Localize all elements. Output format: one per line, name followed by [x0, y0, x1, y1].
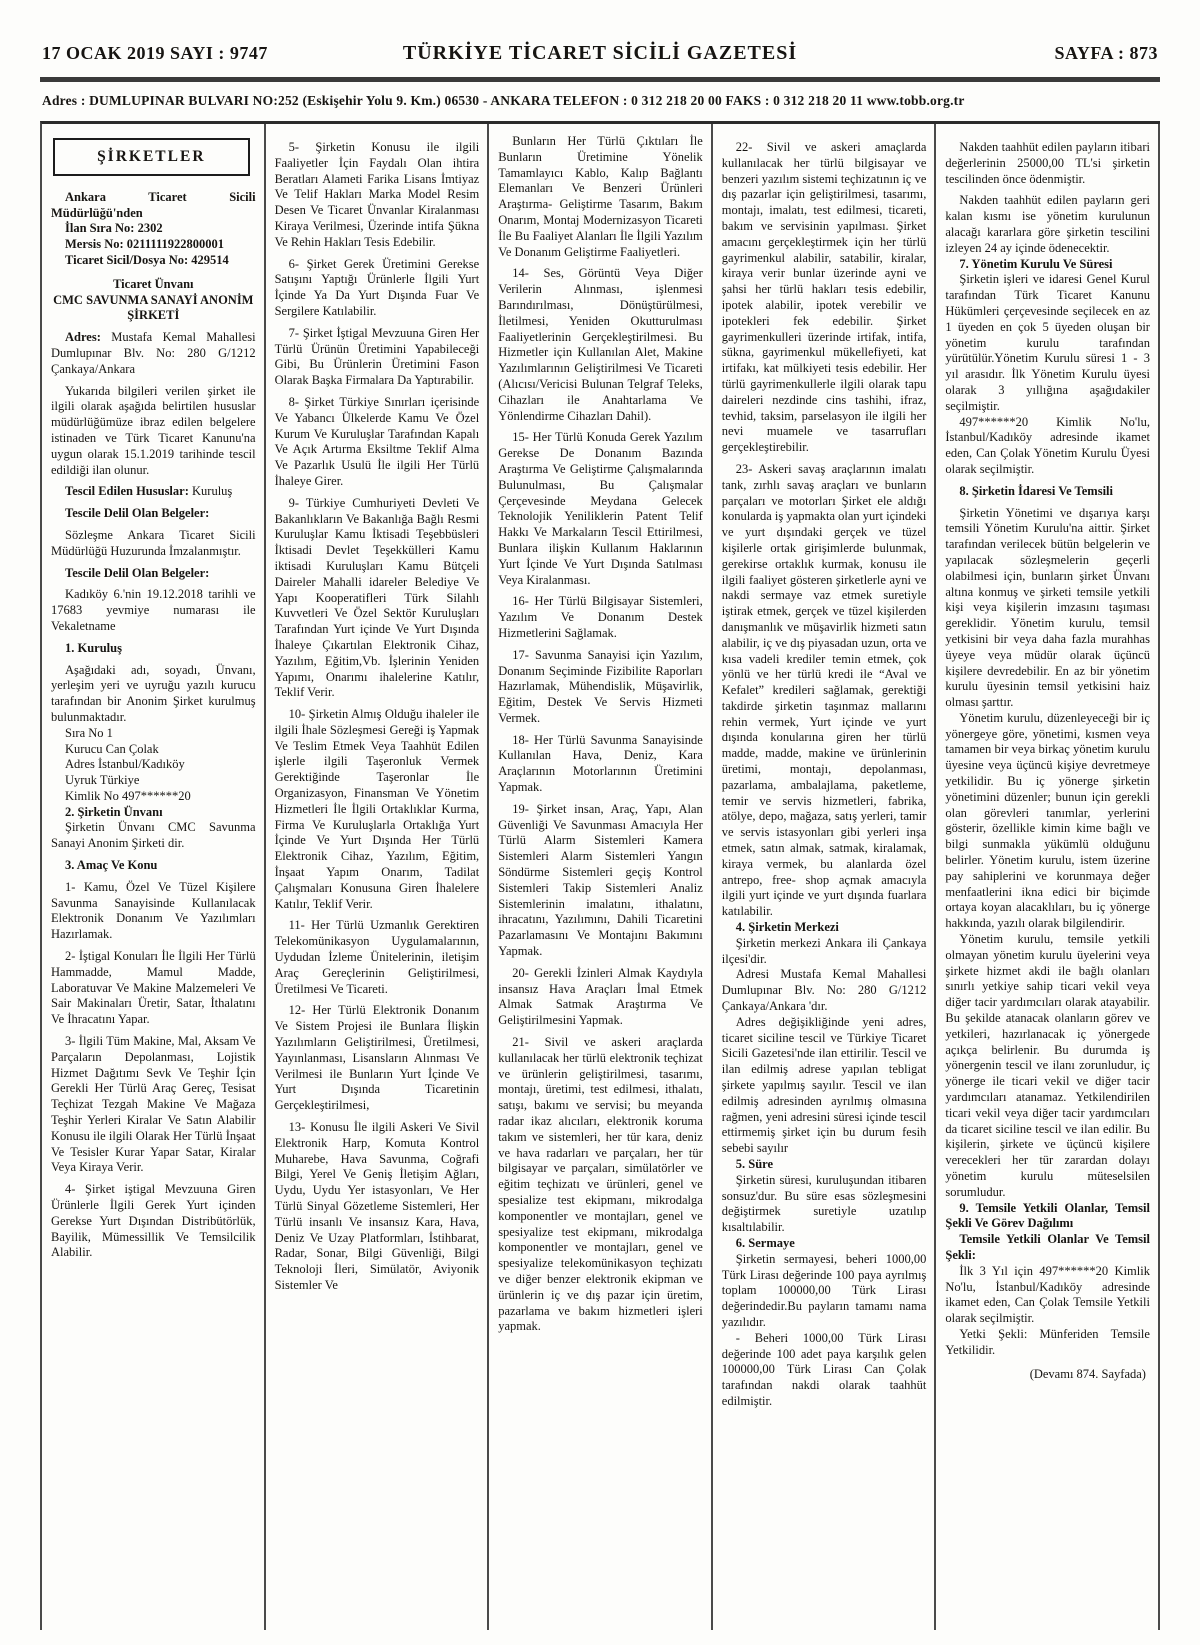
column-5 — [936, 124, 1160, 1630]
article-heading: Mersis No: 0211111922800001 — [65, 237, 225, 252]
article-paragraph: İlk 3 Yıl için 497******20 Kimlik No'lu, İstanbul/Kadıköy adresinde ikamet eden, Can Çolak Temsile Yetkili olarak seçilmiştir. — [945, 1263, 1150, 1326]
article-columns — [40, 121, 1160, 1630]
article-paragraph: 8- Şirket Türkiye Sınırları içerisinde Ve Yabancı Ülkelerde Kamu Ve Özel Kurum Ve Kuruluşlar Tarafından Kapalı Ve Açık Artırma Eksiltme Teklif Alma Ve Pazarlık Usulü İle ilgili Her Türlü İhaleye Girer. — [274, 394, 480, 488]
article-paragraph: Sözleşme Ankara Ticaret Sicili Müdürlüğü Huzurunda İmzalanmıştır. — [51, 527, 256, 558]
article-heading: 5. Süre — [735, 1157, 774, 1171]
article-paragraph: 17- Savunma Sanayisi için Yazılım, Donanım Seçiminde Fizibilite Raporları Hazırlamak, Mühendislik, Müşavirlik, Eğitim, Destek Ve Servis Hizmeti Vermek. — [498, 647, 703, 725]
article-heading: 7. Yönetim Kurulu Ve Süresi — [959, 256, 1113, 271]
article-paragraph: Şirketin sermayesi, beheri 1000,00 Türk Lirası değerinde 100 paya ayrılmış toplam 100000,00 Türk Lirası değerindedir.Bu payların tamamı nama yazılıdır. — [721, 1251, 927, 1329]
article-heading: Ankara Ticaret Sicili Müdürlüğü'nden — [51, 189, 256, 220]
gazette-title: TÜRKİYE TİCARET SİCİLİ GAZETESİ — [402, 42, 798, 64]
article-paragraph: 497******20 Kimlik No'lu, İstanbul/Kadıköy adresinde ikamet eden, Can Çolak Yönetim Kurulu Üyesi olarak seçilmiştir. — [945, 414, 1150, 476]
article-paragraph: Adres: Mustafa Kemal Mahallesi Dumlupınar Blv. No: 280 G/1212 Çankaya/Ankara — [51, 330, 256, 376]
article-paragraph: 10- Şirketin Almış Olduğu ihaleler ile ilgili İhale Sözleşmesi Gereği iş Yapmak Ve Teslim Etmek Veya Taahhüt Edilen işlerle ilgili Taşeronluk Vermek Gerektiğinde Taşeronlar İle Organizasyon, Finansman Ve Yönetim Hizmetleri İle İlgili Ortaklıklar Kurma, Firma Ve Kuruluşlarla Ortaklığa Yurt İçinde Ve Yurt Dışında Her Türlü Elektronik Cihaz, Yazılım, Eğitim, İnşaat Yapım Onarım, Tadilat Çalışmaları Konusuna Giren İhalelere Katılır, Teklif Verir. — [274, 707, 480, 911]
article-heading: İlan Sıra No: 2302 — [65, 221, 163, 236]
article-heading: 6. Sermaye — [735, 1235, 795, 1250]
article-heading: Ticaret Ünvanı — [113, 276, 194, 291]
article-paragraph: Yukarıda bilgileri verilen şirket ile ilgili olarak aşağıda belirtilen hususlar müdürlüğümüze ibraz edilen belgelere istinaden ve Türk Ticaret Kanunu'na uygun olarak 15.1.2019 tarihinde tescil edildiği ilan olunur. — [51, 383, 256, 477]
article-heading: Ticaret Sicil/Dosya No: 429514 — [65, 252, 229, 267]
article-paragraph: 20- Gerekli İzinleri Almak Kaydıyla insansız Hava Araçları İmal Etmek Almak Satmak Araştırma Ve Geliştirilmesini Yapmak. — [498, 965, 703, 1028]
article-paragraph: Şirketin Ünvanı CMC Savunma Sanayi Anonim Şirketi dir. — [51, 820, 256, 851]
article-heading: Temsile Yetkili Olanlar Ve Temsil Şekli: — [945, 1232, 1150, 1262]
article-paragraph: Şirketin merkezi Ankara ili Çankaya ilçesi'dir. — [721, 935, 927, 966]
article-heading: CMC SAVUNMA SANAYİ ANONİM ŞİRKETİ — [53, 292, 254, 323]
article-paragraph: Yönetim kurulu, düzenleyeceği bir iç yönergeye göre, yönetimi, kısmen veya tamamen bir veya birkaç yönetim kurulu üyesine veya üçüncü kişiye devretmeye yetkilidir. Bu iç yönerge şirketin yönetimini düzenler; bunun için gerekli olan görevleri tanımlar, yerlerini gösterir, özellikle kimin kime bağlı ve bilgi sunmakla yükümlü olduğunu belirler. Yönetim kurulu, istem üzerine pay sahiplerini ve korunmaya değer menfaatlerini ikna edici bir biçimde ortaya koyan alacaklıları, bu iç yönerge hakkında, yazılı olarak bilgilendirir. — [945, 710, 1150, 931]
column-3 — [489, 124, 713, 1630]
article-paragraph: 2- İştigal Konuları İle İlgili Her Türlü Hammadde, Mamul Madde, Laboratuvar Ve Makine Malzemeleri Ve Sair Makinaları Üretir, Satar, İthalatını Ve İhracatını Yapar. — [51, 949, 256, 1027]
article-heading: 4. Şirketin Merkezi — [735, 920, 839, 935]
article-paragraph: 12- Her Türlü Elektronik Donanım Ve Sistem Projesi ile Bunlara İlişkin Yazılımların Geliştirilmesi, Üretilmesi, Yayınlanması, Lisansların Alınması Ve Verilmesi ile Bunların Yurt İçinde Ve Yurt Dışında Ticaretinin Gerçekleştirilmesi, — [274, 1003, 480, 1113]
article-paragraph: 5- Şirketin Konusu ile ilgili Faaliyetler İçin Faydalı Olan ihtira Beratları Alameti Farika Lisans İmtiyaz Ve Telif Hakları Marka Model Resim Desen Ve Ticaret Ünvanlar Kiralanması Kiraya Verilmesi, Üzerinde intifa Şükna Ve Rehin Hakları Tesis Edebilir. — [274, 140, 480, 249]
article-paragraph: Kurucu Can Çolak — [65, 741, 159, 756]
section-header-box: ŞİRKETLER — [53, 138, 250, 176]
article-heading: 3. Amaç Ve Konu — [65, 858, 158, 873]
article-paragraph: Şirketin süresi, kuruluşundan itibaren sonsuz'dur. Bu süre esas sözleşmesini değiştirmek suretiyle uzatılıp kısaltılabilir. — [721, 1172, 927, 1235]
article-paragraph: - Beheri 1000,00 Türk Lirası değerinde 100 adet paya karşılık gelen 100000,00 Türk Lirası Can Çolak tarafından nakdi olarak taahhüt edilmiştir. — [721, 1330, 927, 1408]
article-paragraph: Uyruk Türkiye — [65, 773, 140, 788]
article-paragraph: 11- Her Türlü Uzmanlık Gerektiren Telekomünikasyon Uygulamalarının, Uydudan İzleme Ünitelerinin, iletişim Araç Gereçlerinin Geliştirilmesi, Üretilmesi Ve Ticareti. — [274, 918, 480, 996]
article-heading: Tescile Delil Olan Belgeler: — [65, 506, 210, 521]
article-paragraph: Nakden taahhüt edilen payların geri kalan kısmı ise yönetim kurulunun alacağı kararlara göre şirketin tescilini izleyen 24 ay içinde ödenecektir. — [945, 193, 1150, 255]
article-paragraph: 19- Şirket insan, Araç, Yapı, Alan Güvenliği Ve Savunması Amacıyla Her Türlü Alarm Sistemleri Kamera Sistemleri Alarm Sistemleri Yangın Söndürme Sistemleri geçiş Kontrol Sistemleri Takip Sistemleri Analiz Sistemlerinin imalatını, ithalatını, ihracatını, Yazılımını, Dahili Ticaretini Pazarlamasını Ve Montajını Bakımını Yapmak. — [498, 801, 703, 959]
column-2 — [266, 124, 490, 1630]
article-paragraph: Şirketin işleri ve idaresi Genel Kurul tarafından Türk Ticaret Kanunu Hükümleri çerçevesinde seçilecek en az 1 üyeden en çok 5 üyeden oluşan bir yönetim kurulu tarafından yürütülür.Yönetim Kurulu süresi 1 - 3 yıl arasıdır. İlk Yönetim Kurulu üyesi olarak 3 yıllığına aşağıdakiler seçilmiştir. — [945, 272, 1150, 413]
article-paragraph: Kimlik No 497******20 — [65, 788, 191, 803]
article-paragraph: Aşağıdaki adı, soyadı, Ünvanı, yerleşim yeri ve uyruğu yazılı kurucu tarafından bir Anonim Şirket kurulmuş bulunmaktadır. — [51, 662, 256, 724]
masthead-divider — [40, 77, 1160, 82]
article-paragraph: 14- Ses, Görüntü Veya Diğer Verilerin Alınması, işlenmesi Barındırılması, Dönüştürülmesi, İletilmesi, Yeniden Okutturulması Faaliyetlerinin Gerçekleştirilmesi. Bu Hizmetler için Kullanılan Alet, Makine Yazılımlarının Geliştirilmesi Ve Ticareti (Alıcısı/Vericisi Bulunan Telgraf Teleks, Cihazları ile Anahtarlama Ve Yönlendirme Cihazları Dahil). — [498, 266, 703, 423]
article-paragraph: Yönetim kurulu, temsile yetkili olmayan yönetim kurulu üyelerini veya şirkete hizmet akdi ile bağlı olanları sınırlı yetkiye sahip ticari vekil veya diğer tacir yardımcıları olarak atayabilir. Bu şekilde atanacak olanların görev ve yetkileri, hazırlanacak iç yönergede açıkça belirlenir. Bu durumda iş yönergenin tescil ve ilanı zorunludur, iç yönerge ile ticari vekil ve diğer tacir yardımcıları atanamaz. Yetkilendirilen ticari vekil veya diğer tacir yardımcıları da ticaret siciline tescil ve ilan edilir. Bu kişilerin, şirkete ve üçüncü kişilere verecekleri her tür zarardan dolayı yönetim kurulu müteselsilen sorumludur. — [945, 932, 1150, 1199]
article-paragraph: Yetki Şekli: Münferiden Temsile Yetkilidir. — [945, 1326, 1150, 1357]
article-paragraph: Bunların Her Türlü Çıktıları İle Bunların Üretimine Yönelik Tamamlayıcı Kablo, Kalıp Bağlantı Elemanları Ve Benzeri Ürünleri Araştırma- Geliştirme Tasarım, Bakım Onarım, Montaj Modernizasyon Ticareti İle Bu Faaliyet Alanları İle İlgili Yazılım Ve Donanım Geliştirme Faaliyetleri. — [498, 134, 703, 259]
article-paragraph: Şirketin Yönetimi ve dışarıya karşı temsili Yönetim Kurulu'na aittir. Şirket tarafından verilecek bütün belgelerin ve yapılacak sözleşmelerin geçerli olabilmesi için, bunların şirket Ünvanı altına konmuş ve şirketi temsile yetkili kişi veya kişilerin imzasını taşıması gereklidir. Yönetim kurulu, temsil yetkisini bir veya daha fazla murahhas üyeye veya müdür olarak üçüncü kişilere devredebilir. En az bir yönetim kurulu üyesinin temsil yetkisini haiz olması şarttır. — [945, 505, 1150, 710]
article-paragraph: 13- Konusu İle ilgili Askeri Ve Sivil Elektronik Harp, Komuta Kontrol Muharebe, Hava Savunma, Coğrafi Bilgi, Yerel Ve Geniş İletişim Ağları, Uydu, Uydu Yer istasyonları, Ve Her Türlü Sinyal Gözetleme Sistemleri, Her Türlü insanlı Ve insansız Kara, Hava, Deniz Ve Uzay Platformları, İstihbarat, Radar, Sonar, Bilgi Güvenliği, Bilgi Teknoloji İleri, Simülatör, Aviyonik Sistemler Ve — [274, 1120, 480, 1292]
article-paragraph: 23- Askeri savaş araçlarının imalatı tank, zırhlı savaş araçları ve bunların parçaları ve motorları Şirket ele aldığı konularda iş yapmakta olan yurt içindeki ve yurt dışındaki gerçek ve tüzel kişilerle ortak girişimlerde bulunmak, gerekirse ortaklık kurmak, konusu ile ilgili faaliyet gösteren şirketlerle ayni ve nakdi sermaye vaz etmek suretiyle iştirak etmek, gerçek ve tüzel kişilerden danışmanlık ve müşavirlik hizmeti satın alabilir, iç ve dış piyasadan uzun, orta ve kısa vadeli krediler temin etmek, çok yönlü ve her türlü kredi ile “Aval ve Kefalet” kredileri sağlamak, gerektiği takdirde şirketin taşınmaz mallarını rehin vermek, Yurt içinde ve yurt dışında konularına giren her türlü madde, madde, makine ve ürünlerinin üretimi, montajı, depolanması, pazarlama, ambalajlama, paketleme, temir ve servis hizmetleri, fabrika, atölye, depo, mağaza, satış yerleri, tamir ve servis istasyonları gibi yerleri inşa etmek, satın almak, satmak, kiralamak, kiraya vermek, bu alanlarda özel antrepo, free- shop açmak amacıyla ilgili yurt içinde ve yurt dışında fuarlara katılabilir. — [721, 461, 927, 919]
article-paragraph: Kadıköy 6.'nin 19.12.2018 tarihli ve 17683 yevmiye numarası ile Vekaletname — [51, 587, 256, 633]
article-heading: 2. Şirketin Ünvanı — [65, 804, 163, 819]
article-paragraph: 9- Türkiye Cumhuriyeti Devleti Ve Bakanlıkların Ve Bakanlığa Bağlı Resmi Kuruluşlar Kamu İktisadi Teşebbüsleri İktisadi Devlet Teşekkülleri Kamu iktisadi Kuruluşları Kamu Bütçeli Daireler Mahalli idareler Belediye Ve Yapı Kooperatifleri Türk Silahlı Kuvvetleri Ve Özel Sektör Kuruluşları Tarafından Yurt içinde Ve Yurt Dışında İhaleye Çıkartılan Elektronik Cihaz, Yazılım, Eğitim,Vb. İşlerinin Yeniden Yapımı, Onarımı ihalelerine Katılır, Teklif Verir. — [274, 495, 480, 700]
article-heading: 1. Kuruluş — [65, 640, 122, 655]
article-paragraph: Adres İstanbul/Kadıköy — [65, 757, 185, 772]
paragraph-lead-label: Adres: — [65, 330, 101, 345]
article-heading: Tescile Delil Olan Belgeler: — [65, 565, 210, 580]
article-paragraph: 22- Sivil ve askeri amaçlarda kullanılacak her türlü bilgisayar ve benzeri yazılım sistemi teçhizatının iç ve dış pazarlar için geliştirilmesi, tasarımı, montajı, imalatı, test edilmesi, ticareti, bakım ve servisinin yapılması. Şirket amacını gerçekleştirmek için her türlü gayrimenkul alabilir, satabilir, kiralar, kiraya verir bunlar üzerinde ayni ve şahsi her türlü hakları tesis edebilir, ipotek alabilir, ipotek verebilir ve ipotekleri fek edebilir. Şirket gayrimenkulleri üzerinde irtifak, intifa, sükna, gayrimenkul mükellefiyeti, kat irtifakı, kat mülkiyeti tesis edebilir. Her türlü gayrimenkullerle ilgili olarak tapu daireleri nezdinde cins tashihi, ifraz, tevhid, taksim, parselasyon ile ilgili her nevi muamele ve tasarrufları gerçekleştirebilir. — [721, 140, 927, 455]
article-paragraph: 16- Her Türlü Bilgisayar Sistemleri, Yazılım Ve Donanım Destek Hizmetlerini Sağlamak. — [498, 594, 703, 640]
article-paragraph: Adres değişikliğinde yeni adres, ticaret siciline tescil ve Türkiye Ticaret Sicili Gazetesi'nde ilan ettirilir. Tescil ve ilan edilmiş adrese yapılan tebligat şirkete yapılmış sayılır. Tescil ve ilan edilmiş adresinden ayrılmış olmasına rağmen, yeni adresini süresi içinde tescil ettirmemiş şirket için bu durum fesih sebebi sayılır — [721, 1014, 927, 1156]
article-paragraph: 15- Her Türlü Konuda Gerek Yazılım Gerekse De Donanım Bazında Araştırma Ve Geliştirme Çalışmalarında Bulunulması, Bu Çalışmalar Çerçevesinde Meydana Gelecek Teknolojik Yeniliklerin Patent Telif Hakkı Ve Markaların Tescil Ettirilmesi, Bunlara ilişkin Kullanım Haklarının Yurt İçinde Ve Yurt Dışında Satılması Veya Kiralanması. — [498, 430, 703, 587]
article-heading: 8. Şirketin İdaresi Ve Temsili — [959, 483, 1113, 498]
publisher-address-line: Adres : DUMLUPINAR BULVARI NO:252 (Eskişehir Yolu 9. Km.) 06530 - ANKARA TELEFON : 0 312 218 20 00 FAKS : 0 312 218 20 11 www.tobb.org.tr — [42, 93, 965, 108]
article-paragraph: 21- Sivil ve askeri araçlarda kullanılacak her türlü elektronik teçhizat ve ürünlerin geliştirilmesi, tasarımı, montajı, üretimi, test edilmesi, ithalatı, satışı, bakımı ve servisi; bu meyanda radar ikaz alıcıları, elektronik koruma takım ve sistemleri, her tür kara, deniz ve hava radarları ve parçaları, her tür bilgisayar ve parçaları, simülatörler ve eğitim teçhizatı ve ürünleri, genel ve spesialize test ekipmanı, mikrodalga komponentler ve montajları, genel ve spesiyalize test ekipmanı, mikrodalga komponentler ve montajları, genel ve spesiyalize telekomünikasyon teçhizatı ve diğer benzer elektronik ekipman ve ürünlerin iç ve dış pazar için üretim, pazarlama ve bakım hizmetleri işleri yapmak. — [498, 1035, 703, 1334]
article-paragraph: 1- Kamu, Özel Ve Tüzel Kişilere Savunma Sanayisinde Kullanılacak Elektronik Donanım Ve Yazılımları Hazırlamak. — [51, 879, 256, 942]
paragraph-lead-label: Tescil Edilen Hususlar: — [65, 484, 189, 499]
article-paragraph: Adresi Mustafa Kemal Mahallesi Dumlupınar Blv. No: 280 G/1212 Çankaya/Ankara 'dır. — [721, 967, 927, 1014]
article-paragraph: 18- Her Türlü Savunma Sanayisinde Kullanılan Hava, Deniz, Kara Araçlarının Motorlarının Üretimini Yapmak. — [498, 732, 703, 795]
article-heading: 9. Temsile Yetkili Olanlar, Temsil Şekli Ve Görev Dağılımı — [945, 1200, 1150, 1231]
column-1 — [42, 124, 266, 1630]
page-number: SAYFA : 873 — [1054, 43, 1158, 63]
article-paragraph: Nakden taahhüt edilen payların itibari değerlerinin 25000,00 TL'si şirketin tescilinden önce ödenmiştir. — [945, 140, 1150, 186]
issue-date-number: 17 OCAK 2019 SAYI : 9747 — [42, 43, 268, 63]
article-paragraph: 3- İlgili Tüm Makine, Mal, Aksam Ve Parçaların Depolanması, Lojistik Hizmet Dağıtımı Sevk Ve Teşhir İçin Gerekli Her Türlü Araç Gereç, Tesisat Teçhizat Tezgah Makine Ve Mağaza Teşhir Yerleri Kiralar Ve Satın Alabilir Konusu ile ilgili Olarak Her Türlü İnşaat Ve Tesisler Kurar Yapar Satar, Kiralar Veya Kiraya Verir. — [51, 1034, 256, 1175]
masthead — [0, 0, 1200, 65]
article-paragraph: 6- Şirket Gerek Üretimini Gerekse Satışını Yaptığı Ürünlerle İlgili Yurt İçinde Ya Da Yurt Dışında Fuar Ve Sergilere Katılabilir. — [274, 256, 480, 318]
article-paragraph: 7- Şirket İştigal Mevzuuna Giren Her Türlü Ürünün Üretimini Yapabileceği Gibi, Bu Ürünlerin Üretimini Fason Olarak Başka Firmalara Da Yaptırabilir. — [274, 325, 480, 388]
article-paragraph: 4- Şirket iştigal Mevzuuna Giren Ürünlerle İlgili Gerek Yurt içinden Gerekse Yurt Dışından Distribütörlük, Bayilik, Mümessillik Ve Temsilcilik Alabilir. — [51, 1182, 256, 1260]
article-paragraph: Sıra No 1 — [65, 725, 113, 740]
article-paragraph: Tescil Edilen Hususlar: Kuruluş — [65, 484, 233, 499]
column-4 — [713, 124, 937, 1630]
article-paragraph: (Devamı 874. Sayfada) — [1029, 1366, 1146, 1381]
